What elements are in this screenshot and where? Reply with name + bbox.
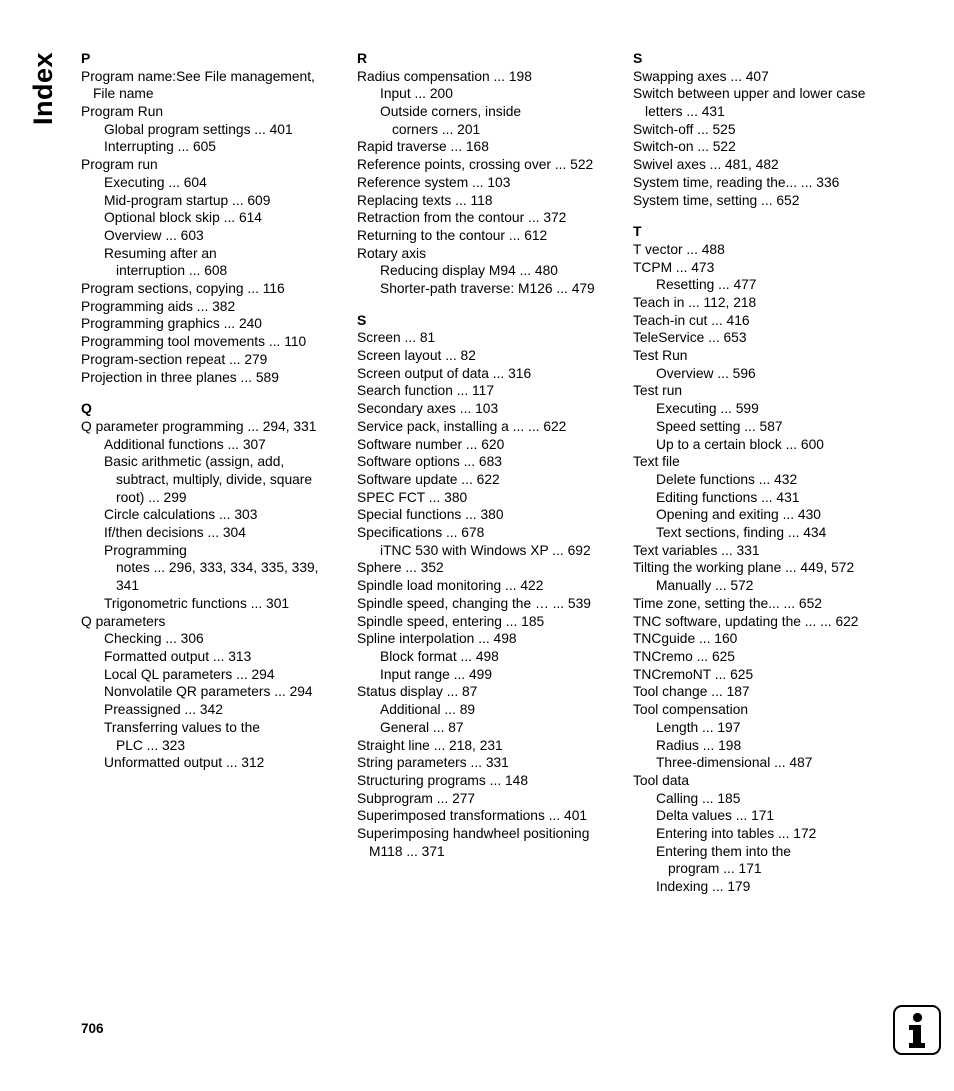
index-entry: TCPM ... 473 — [633, 259, 715, 275]
index-column-3 — [633, 50, 901, 910]
index-entry: TNCremo ... 625 — [633, 648, 735, 664]
index-entry: Manually ... 572 — [656, 578, 754, 594]
index-entry: Test run — [633, 383, 683, 399]
index-entry: Software number ... 620 — [357, 436, 505, 452]
index-entry: Global program settings ... 401 — [104, 121, 293, 137]
index-entry: Resetting ... 477 — [656, 277, 757, 293]
index-entry: Input range ... 499 — [380, 666, 492, 682]
index-entry: Reducing display M94 ... 480 — [380, 263, 558, 279]
index-entry: Program name:See File management, — [81, 68, 315, 84]
index-entry: Software options ... 683 — [357, 454, 502, 470]
index-entry: String parameters ... 331 — [357, 755, 509, 771]
index-entry: Optional block skip ... 614 — [104, 210, 262, 226]
index-entry: Replacing texts ... 118 — [357, 192, 493, 208]
index-entry: Programming aids ... 382 — [81, 298, 236, 314]
section-letter: P — [81, 50, 91, 66]
index-entry-continuation: letters ... 431 — [645, 104, 725, 119]
index-entry: Preassigned ... 342 — [104, 702, 223, 718]
info-icon — [893, 1005, 941, 1055]
index-entry: Input ... 200 — [380, 86, 453, 102]
index-entry: Text sections, finding ... 434 — [656, 525, 827, 541]
index-entry: Formatted output ... 313 — [104, 648, 252, 664]
index-entry: Opening and exiting ... 430 — [656, 507, 821, 523]
index-entry: Reference points, crossing over ... 522 — [357, 157, 594, 173]
index-entry: System time, setting ... 652 — [633, 192, 800, 208]
index-entry: Switch-off ... 525 — [633, 121, 736, 137]
index-entry: Program-section repeat ... 279 — [81, 351, 268, 367]
index-entry: Basic arithmetic (assign, add, — [104, 454, 285, 470]
index-entry: SPEC FCT ... 380 — [357, 489, 468, 505]
index-entry: Spindle load monitoring ... 422 — [357, 578, 544, 594]
index-entry: Checking ... 306 — [104, 631, 204, 647]
index-entry: Programming graphics ... 240 — [81, 316, 262, 332]
index-entry: Spline interpolation ... 498 — [357, 631, 517, 647]
index-entry: Switch between upper and lower case — [633, 86, 866, 102]
index-entry: Rapid traverse ... 168 — [357, 139, 489, 155]
section-letter: T — [633, 223, 642, 240]
index-entry: Resuming after an — [104, 245, 217, 261]
index-section — [633, 223, 901, 896]
index-entry: TNC software, updating the ... ... 622 — [633, 613, 859, 629]
index-entry: Block format ... 498 — [380, 648, 499, 664]
section-letter: Q — [81, 400, 92, 417]
index-entry: General ... 87 — [380, 719, 464, 735]
index-entry: Tool change ... 187 — [633, 684, 750, 700]
index-entry: Spindle speed, changing the … ... 539 — [357, 595, 591, 611]
index-entry-continuation: M118 ... 371 — [369, 843, 445, 859]
index-entry: Teach in ... 112, 218 — [633, 294, 757, 310]
index-entry: Software update ... 622 — [357, 471, 500, 487]
index-entry: Entering into tables ... 172 — [656, 826, 817, 842]
index-entry: Calling ... 185 — [656, 790, 741, 806]
index-side-title: Index — [28, 52, 58, 126]
index-entry-continuation: interruption ... 608 — [116, 263, 228, 279]
index-entry: Retraction from the contour ... 372 — [357, 210, 567, 226]
index-entry: Text variables ... 331 — [633, 542, 760, 558]
index-entry: Swapping axes ... 407 — [633, 68, 769, 84]
index-entry: Superimposing handwheel positioning — [357, 826, 590, 842]
index-entry: Screen output of data ... 316 — [357, 365, 532, 381]
index-entry: Shorter-path traverse: M126 ... 479 — [380, 281, 595, 297]
index-column-1 — [81, 50, 349, 786]
index-entry: Screen ... 81 — [357, 330, 436, 346]
index-entry: Programming tool movements ... 110 — [81, 334, 307, 350]
index-entry-continuation: program ... 171 — [668, 861, 762, 877]
index-entry: Status display ... 87 — [357, 684, 478, 700]
index-entry: Program Run — [81, 104, 164, 119]
index-entry: Transferring values to the — [104, 719, 260, 735]
section-letter: S — [633, 50, 643, 66]
index-entry: Test Run — [633, 348, 688, 364]
section-letter: S — [357, 311, 367, 328]
index-entry: Delta values ... 171 — [656, 808, 775, 824]
index-entry: Swivel axes ... 481, 482 — [633, 157, 779, 173]
index-entry-continuation: notes ... 296, 333, 334, 335, 339, — [116, 560, 319, 576]
index-entry: Screen layout ... 82 — [357, 348, 476, 364]
index-entry: Structuring programs ... 148 — [357, 772, 529, 788]
index-entry: Additional functions ... 307 — [104, 436, 266, 452]
index-entry: Reference system ... 103 — [357, 174, 511, 190]
index-entry: Mid-program startup ... 609 — [104, 192, 271, 208]
index-entry: iTNC 530 with Windows XP ... 692 — [380, 542, 591, 558]
index-entry: Local QL parameters ... 294 — [104, 666, 275, 682]
index-section — [81, 50, 349, 386]
index-entry: Speed setting ... 587 — [656, 418, 783, 434]
index-entry: Teach-in cut ... 416 — [633, 312, 750, 328]
index-entry: Radius ... 198 — [656, 737, 742, 753]
index-entry: Spindle speed, entering ... 185 — [357, 613, 545, 629]
index-entry: Length ... 197 — [656, 719, 741, 735]
index-entry: Executing ... 599 — [656, 401, 759, 417]
index-entry: Circle calculations ... 303 — [104, 507, 258, 523]
index-entry: Switch-on ... 522 — [633, 139, 736, 155]
index-entry: Unformatted output ... 312 — [104, 755, 265, 771]
index-entry: Q parameter programming ... 294, 331 — [81, 418, 317, 434]
index-entry: Radius compensation ... 198 — [357, 68, 532, 84]
index-section — [81, 400, 349, 772]
index-entry: Three-dimensional ... 487 — [656, 755, 813, 771]
index-entry: TNCguide ... 160 — [633, 631, 738, 647]
index-entry: Specifications ... 678 — [357, 525, 485, 541]
index-entry: Program sections, copying ... 116 — [81, 281, 285, 297]
index-column-2 — [357, 50, 625, 874]
index-entry: Tool data — [633, 772, 689, 788]
index-entry: Programming — [104, 542, 187, 558]
index-entry: Trigonometric functions ... 301 — [104, 595, 290, 611]
index-entry: Additional ... 89 — [380, 702, 476, 718]
index-entry: Indexing ... 179 — [656, 879, 751, 895]
index-section — [357, 50, 625, 298]
index-entry: Returning to the contour ... 612 — [357, 227, 548, 243]
index-entry-continuation: root) ... 299 — [116, 489, 187, 505]
index-entry: Projection in three planes ... 589 — [81, 369, 279, 385]
index-entry: Search function ... 117 — [357, 383, 495, 399]
index-entry-continuation: corners ... 201 — [392, 121, 481, 137]
index-entry: Delete functions ... 432 — [656, 471, 798, 487]
index-entry: Straight line ... 218, 231 — [357, 737, 503, 753]
index-entry: Subprogram ... 277 — [357, 790, 476, 806]
index-entry: TNCremoNT ... 625 — [633, 666, 754, 682]
index-entry: Editing functions ... 431 — [656, 489, 800, 505]
index-entry-continuation: 341 — [116, 578, 140, 594]
index-entry: Secondary axes ... 103 — [357, 401, 499, 417]
index-entry: Sphere ... 352 — [357, 560, 444, 576]
index-entry: If/then decisions ... 304 — [104, 525, 246, 541]
section-letter: R — [357, 50, 368, 66]
index-entry: Nonvolatile QR parameters ... 294 — [104, 684, 313, 700]
index-entry: Superimposed transformations ... 401 — [357, 808, 588, 824]
index-entry: Time zone, setting the... ... 652 — [633, 595, 822, 611]
index-entry: Outside corners, inside — [380, 104, 522, 119]
index-entry: Up to a certain block ... 600 — [656, 436, 824, 452]
index-entry: Overview ... 603 — [104, 227, 204, 243]
index-entry: Rotary axis — [357, 245, 427, 261]
index-entry: Executing ... 604 — [104, 174, 207, 190]
info-icon-glyph — [895, 1007, 939, 1053]
index-entry: Interrupting ... 605 — [104, 139, 216, 155]
index-section — [357, 312, 625, 861]
index-entry: Special functions ... 380 — [357, 507, 504, 523]
page-number: 706 — [81, 1021, 104, 1036]
index-entry: Service pack, installing a ... ... 622 — [357, 418, 567, 434]
index-entry: Tool compensation — [633, 702, 749, 718]
index-entry: Program run — [81, 157, 158, 173]
index-entry: TeleService ... 653 — [633, 330, 747, 346]
index-entry-continuation: File name — [93, 86, 154, 102]
index-entry: Entering them into the — [656, 843, 791, 859]
index-entry: Tilting the working plane ... 449, 572 — [633, 560, 855, 576]
index-entry: Text file — [633, 454, 680, 470]
index-entry: Overview ... 596 — [656, 365, 756, 381]
index-entry-continuation: subtract, multiply, divide, square — [116, 471, 313, 487]
index-section — [633, 50, 901, 209]
index-entry-continuation: PLC ... 323 — [116, 737, 186, 753]
index-entry: T vector ... 488 — [633, 241, 725, 257]
index-entry: System time, reading the... ... 336 — [633, 174, 840, 190]
index-entry: Q parameters — [81, 613, 166, 629]
